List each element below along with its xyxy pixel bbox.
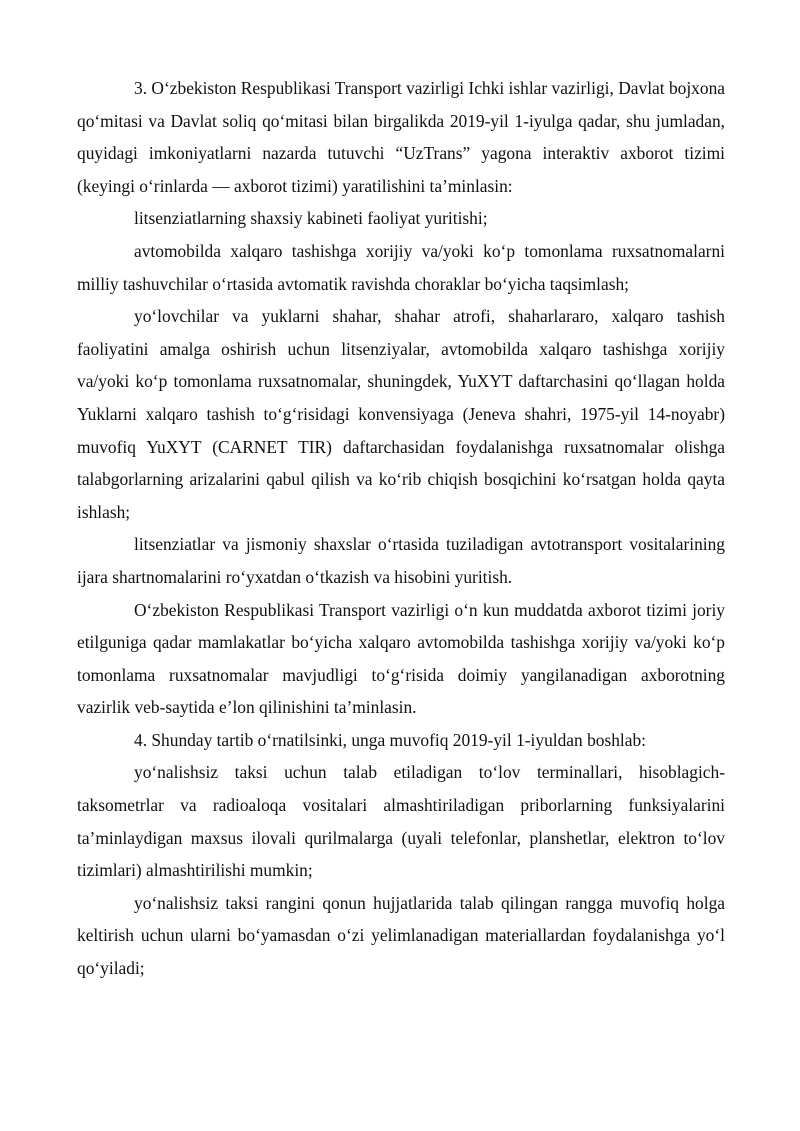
paragraph-licensee-cabinet: litsenziatlarning shaxsiy kabineti faoliyat yuritishi; xyxy=(134,208,488,229)
paragraph-item-4-intro: 4. Shunday tartib o‘rnatilsinki, unga muvofiq 2019-yil 1-iyuldan boshlab: xyxy=(134,729,646,750)
paragraph-permit-distribution: avtomobilda xalqaro tashishga xorijiy va/yoki ko‘p tomonlama ruxsatnomalarni milliy tashuvchilar o‘rtasida avtomatik ravishda choraklar bo‘yicha taqsimlash; xyxy=(77,240,725,294)
paragraph-lease-registration: litsenziatlar va jismoniy shaxslar o‘rtasida tuziladigan avtotransport vositalarining ijara shartnomalarini ro‘yxatdan o‘tkazish va hisobini yuritish. xyxy=(77,534,725,587)
paragraph-taxi-devices: yo‘nalishsiz taksi uchun talab etiladigan to‘lov terminallari, hisoblagich-taksometrlar va radioaloqa vositalari almashtiriladigan priborlarning funksiyalarini ta’minlaydigan maxsus ilovali qurilmalarga (uyali telefonlar, planshetlar, elektron to‘lov tizimlari) almashtirilishi mumkin; xyxy=(77,762,725,881)
document-page xyxy=(77,72,725,985)
paragraph-ministry-website: O‘zbekiston Respublikasi Transport vazirligi o‘n kun muddatda axborot tizimi joriy etilguniga qadar mamlakatlar bo‘yicha xalqaro avtomobilda tashishga xorijiy va/yoki ko‘p tomonlama ruxsatnomalar mavjudligi to‘g‘risida doimiy yangilanadigan axborotning vazirlik veb-saytida e’lon qilinishini ta’minlasin. xyxy=(77,599,725,718)
paragraph-taxi-color: yo‘nalishsiz taksi rangini qonun hujjatlarida talab qilingan rangga muvofiq holga keltirish uchun ularni bo‘yamasdan o‘zi yelimlanadigan materiallardan foydalanishga yo‘l qo‘yiladi; xyxy=(77,892,725,979)
paragraph-application-processing: yo‘lovchilar va yuklarni shahar, shahar atrofi, shaharlararo, xalqaro tashish faoliyatini amalga oshirish uchun litsenziyalar, avtomobilda xalqaro tashishga xorijiy va/yoki ko‘p tomonlama ruxsatnomalar, shuningdek, YuXYT daftarchasini qo‘llagan holda Yuklarni xalqaro tashish to‘g‘risidagi konvensiyaga (Jeneva shahri, 1975-yil 14-noyabr) muvofiq YuXYT (CARNET TIR) daftarchasidan foydalanishga ruxsatnomalar olishga talabgorlarning arizalarini qabul qilish va ko‘rib chiqish bosqichini ko‘rsatgan holda qayta ishlash; xyxy=(77,306,725,522)
paragraph-item-3-intro: 3. O‘zbekiston Respublikasi Transport vazirligi Ichki ishlar vazirligi, Davlat bojxona qo‘mitasi va Davlat soliq qo‘mitasi bilan birgalikda 2019-yil 1-iyulga qadar, shu jumladan, quyidagi imkoniyatlarni nazarda tutuvchi “UzTrans” yagona interaktiv axborot tizimi (keyingi o‘rinlarda — axborot tizimi) yaratilishini ta’minlasin: xyxy=(77,78,725,196)
